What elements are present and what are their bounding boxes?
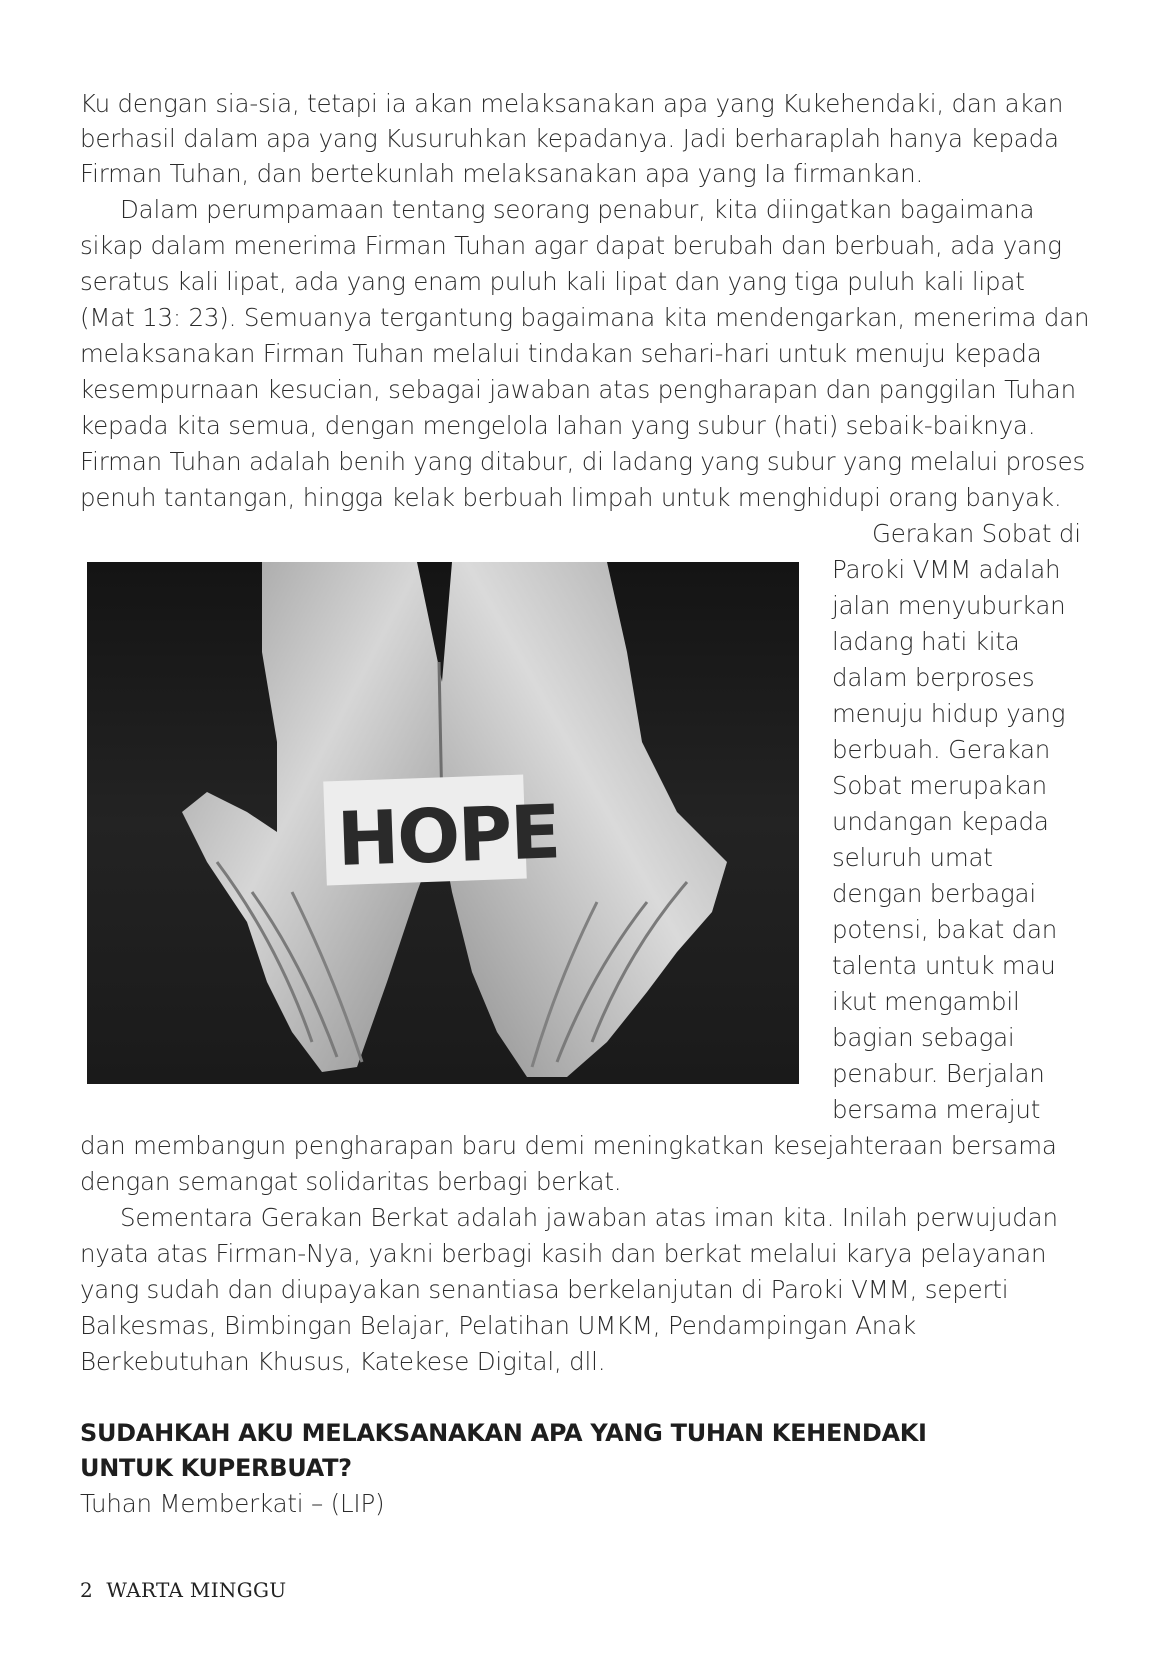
paragraph-3-side-line-17: bersama merajut bbox=[832, 1095, 1041, 1124]
paragraph-3-line-rest-1: dan membangun pengharapan baru demi meningkatkan kesejahteraan bersama bbox=[80, 1131, 1057, 1160]
paragraph-4-line-3: yang sudah dan diupayakan senantiasa berkelanjutan di Paroki VMM, seperti bbox=[80, 1275, 1009, 1304]
paragraph-4-line-1: Sementara Gerakan Berkat adalah jawaban atas iman kita. Inilah perwujudan bbox=[120, 1203, 1058, 1232]
paragraph-2-line-5: melaksanakan Firman Tuhan melalui tindakan sehari-hari untuk menuju kepada bbox=[80, 339, 1042, 368]
paragraph-3-side-line-6: menuju hidup yang bbox=[832, 699, 1066, 728]
paragraph-3-side-line-8: Sobat merupakan bbox=[832, 771, 1047, 800]
hope-hands-photo bbox=[87, 562, 799, 1084]
paragraph-2-line-3: seratus kali lipat, ada yang enam puluh kali lipat dan yang tiga puluh kali lipat bbox=[80, 267, 1025, 296]
paragraph-2-line-7: kepada kita semua, dengan mengelola lahan yang subur (hati) sebaik-baiknya. bbox=[80, 411, 1036, 440]
paragraph-3-side-line-10: seluruh umat bbox=[832, 843, 993, 872]
paragraph-3-side-line-3: jalan menyuburkan bbox=[832, 591, 1066, 620]
paragraph-3-line-rest-2: dengan semangat solidaritas berbagi berkat. bbox=[80, 1167, 622, 1196]
paragraph-3-side-line-5: dalam berproses bbox=[832, 663, 1035, 692]
page-number: 2 bbox=[80, 1578, 94, 1602]
paragraph-1-line-2: berhasil dalam apa yang Kusuruhkan kepadanya. Jadi berharaplah hanya kepada bbox=[80, 124, 1059, 153]
paragraph-3-side-line-2: Paroki VMM adalah bbox=[832, 555, 1061, 584]
hope-card-text: HOPE bbox=[335, 789, 561, 884]
paragraph-2-line-2: sikap dalam menerima Firman Tuhan agar dapat berubah dan berbuah, ada yang bbox=[80, 231, 1062, 260]
paragraph-3-side-line-16: penabur. Berjalan bbox=[832, 1059, 1045, 1088]
paragraph-3-side-line-14: ikut mengambil bbox=[832, 987, 1020, 1016]
paragraph-1-line-3: Firman Tuhan, dan bertekunlah melaksanakan apa yang Ia firmankan. bbox=[80, 159, 924, 188]
paragraph-4-line-5: Berkebutuhan Khusus, Katekese Digital, dll. bbox=[80, 1347, 606, 1376]
paragraph-2-line-8: Firman Tuhan adalah benih yang ditabur, di ladang yang subur yang melalui proses bbox=[80, 447, 1086, 476]
paragraph-3-side-line-7: berbuah. Gerakan bbox=[832, 735, 1051, 764]
paragraph-2-line-9: penuh tantangan, hingga kelak berbuah limpah untuk menghidupi orang banyak. bbox=[80, 483, 1062, 512]
paragraph-3-side-line-4: ladang hati kita bbox=[832, 627, 1020, 656]
paragraph-2-line-4: (Mat 13: 23). Semuanya tergantung bagaimana kita mendengarkan, menerima dan bbox=[80, 303, 1090, 332]
paragraph-3-side-line-12: potensi, bakat dan bbox=[832, 915, 1058, 944]
publication-name: WARTA MINGGU bbox=[106, 1578, 287, 1602]
reflection-question-line-2: UNTUK KUPERBUAT? bbox=[80, 1454, 352, 1482]
paragraph-2-line-1: Dalam perumpamaan tentang seorang penabur, kita diingatkan bagaimana bbox=[120, 195, 1035, 224]
reflection-question-line-1: SUDAHKAH AKU MELAKSANAKAN APA YANG TUHAN KEHENDAKI bbox=[80, 1419, 927, 1447]
paragraph-2-line-6: kesempurnaan kesucian, sebagai jawaban atas pengharapan dan panggilan Tuhan bbox=[80, 375, 1076, 404]
paragraph-3-side-line-9: undangan kepada bbox=[832, 807, 1049, 836]
closing-blessing: Tuhan Memberkati – (LIP) bbox=[80, 1489, 385, 1518]
paragraph-3-side-line-13: talenta untuk mau bbox=[832, 951, 1056, 980]
paragraph-3-side-line-1: Gerakan Sobat di bbox=[872, 519, 1081, 548]
paragraph-4-line-4: Balkesmas, Bimbingan Belajar, Pelatihan UMKM, Pendampingan Anak bbox=[80, 1311, 916, 1340]
page-footer bbox=[80, 1578, 286, 1602]
paragraph-3-side-line-11: dengan berbagai bbox=[832, 879, 1036, 908]
paragraph-4-line-2: nyata atas Firman-Nya, yakni berbagi kasih dan berkat melalui karya pelayanan bbox=[80, 1239, 1047, 1268]
paragraph-1-line-1: Ku dengan sia-sia, tetapi ia akan melaksanakan apa yang Kukehendaki, dan akan bbox=[80, 89, 1064, 118]
paragraph-3-side-line-15: bagian sebagai bbox=[832, 1023, 1015, 1052]
